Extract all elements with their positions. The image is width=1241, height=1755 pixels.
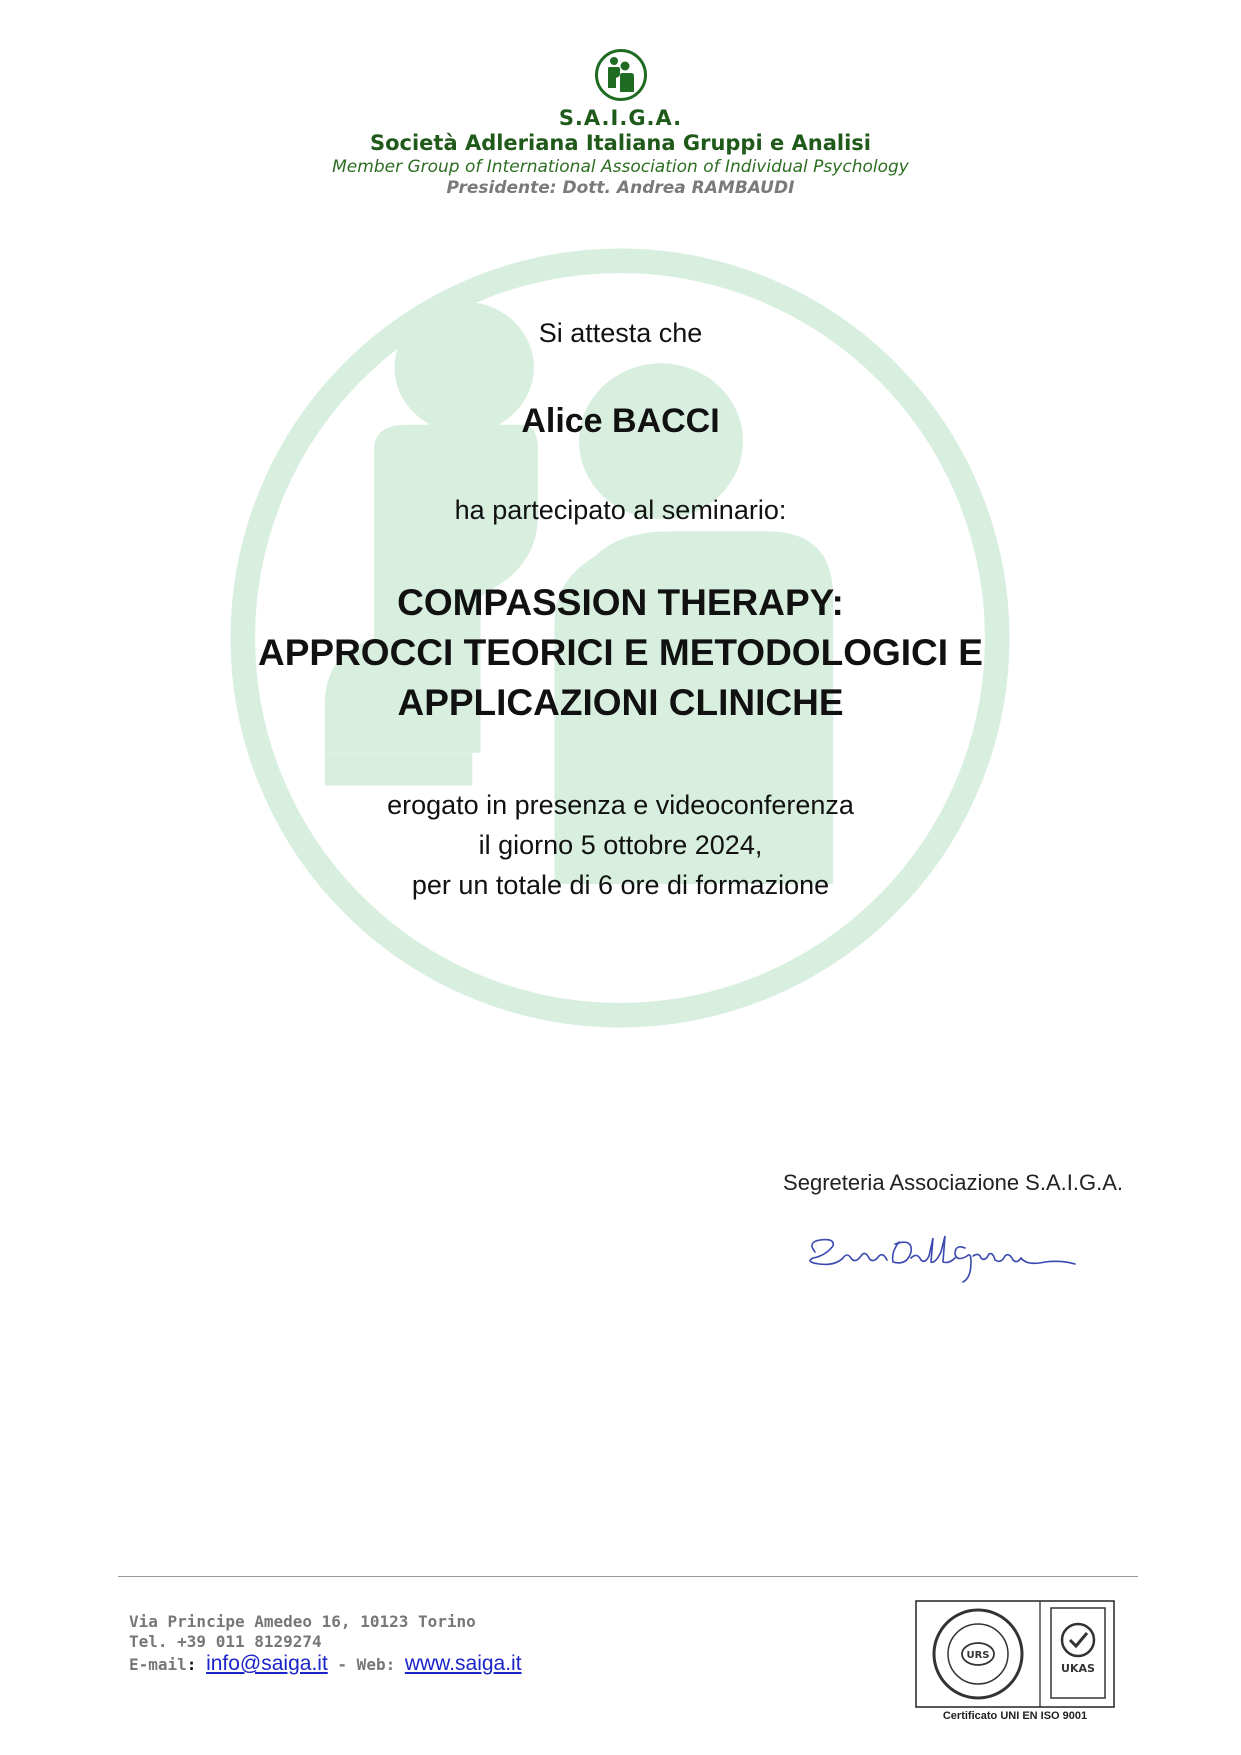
seminar-title-line: COMPASSION THERAPY:: [397, 582, 844, 623]
footer-divider: [118, 1576, 1138, 1577]
web-label: - Web:: [327, 1655, 405, 1674]
signature-title: Segreteria Associazione S.A.I.G.A.: [783, 1170, 1123, 1195]
seminar-title-line: APPROCCI TEORICI E METODOLOGICI E: [258, 632, 983, 673]
email-label: E-mail: [129, 1655, 187, 1674]
seminar-title-line: APPLICAZIONI CLINICHE: [397, 682, 844, 723]
participated-line: ha partecipato al seminario:: [454, 495, 787, 525]
letterhead: [0, 48, 1241, 198]
org-full-name: Società Adleriana Italiana Gruppi e Analisi: [369, 131, 871, 155]
detail-line: il giorno 5 ottobre 2024,: [478, 830, 763, 860]
web-link[interactable]: www.saiga.it: [404, 1652, 522, 1675]
handwritten-signature-icon: [795, 1222, 1095, 1292]
recipient-name: Alice BACCI: [521, 402, 720, 440]
detail-line: erogato in presenza e videoconferenza: [387, 790, 854, 820]
urs-seal-label: URS: [966, 1650, 990, 1661]
org-president-line: Presidente: Dott. Andrea RAMBAUDI: [446, 178, 795, 198]
email-link[interactable]: info@saiga.it: [206, 1652, 328, 1675]
seminar-details: [0, 785, 1241, 905]
org-acronym: S.A.I.G.A.: [558, 106, 683, 130]
ukas-label: UKAS: [1061, 1662, 1095, 1675]
certification-caption: Certificato UNI EN ISO 9001: [942, 1710, 1088, 1722]
detail-line: per un totale di 6 ore di formazione: [411, 870, 830, 900]
certification-logos-icon: [915, 1600, 1115, 1708]
saiga-logo-icon: [594, 48, 648, 102]
org-member-line: Member Group of International Association of Individual Psychology: [332, 157, 909, 177]
email-colon: :: [186, 1655, 207, 1674]
footer-contacts: [129, 1652, 522, 1676]
attest-line: Si attesta che: [538, 318, 703, 348]
footer-address: Via Principe Amedeo 16, 10123 Torino: [129, 1612, 476, 1631]
seminar-title: [0, 578, 1241, 728]
footer-phone: Tel. +39 011 8129274: [129, 1632, 322, 1651]
